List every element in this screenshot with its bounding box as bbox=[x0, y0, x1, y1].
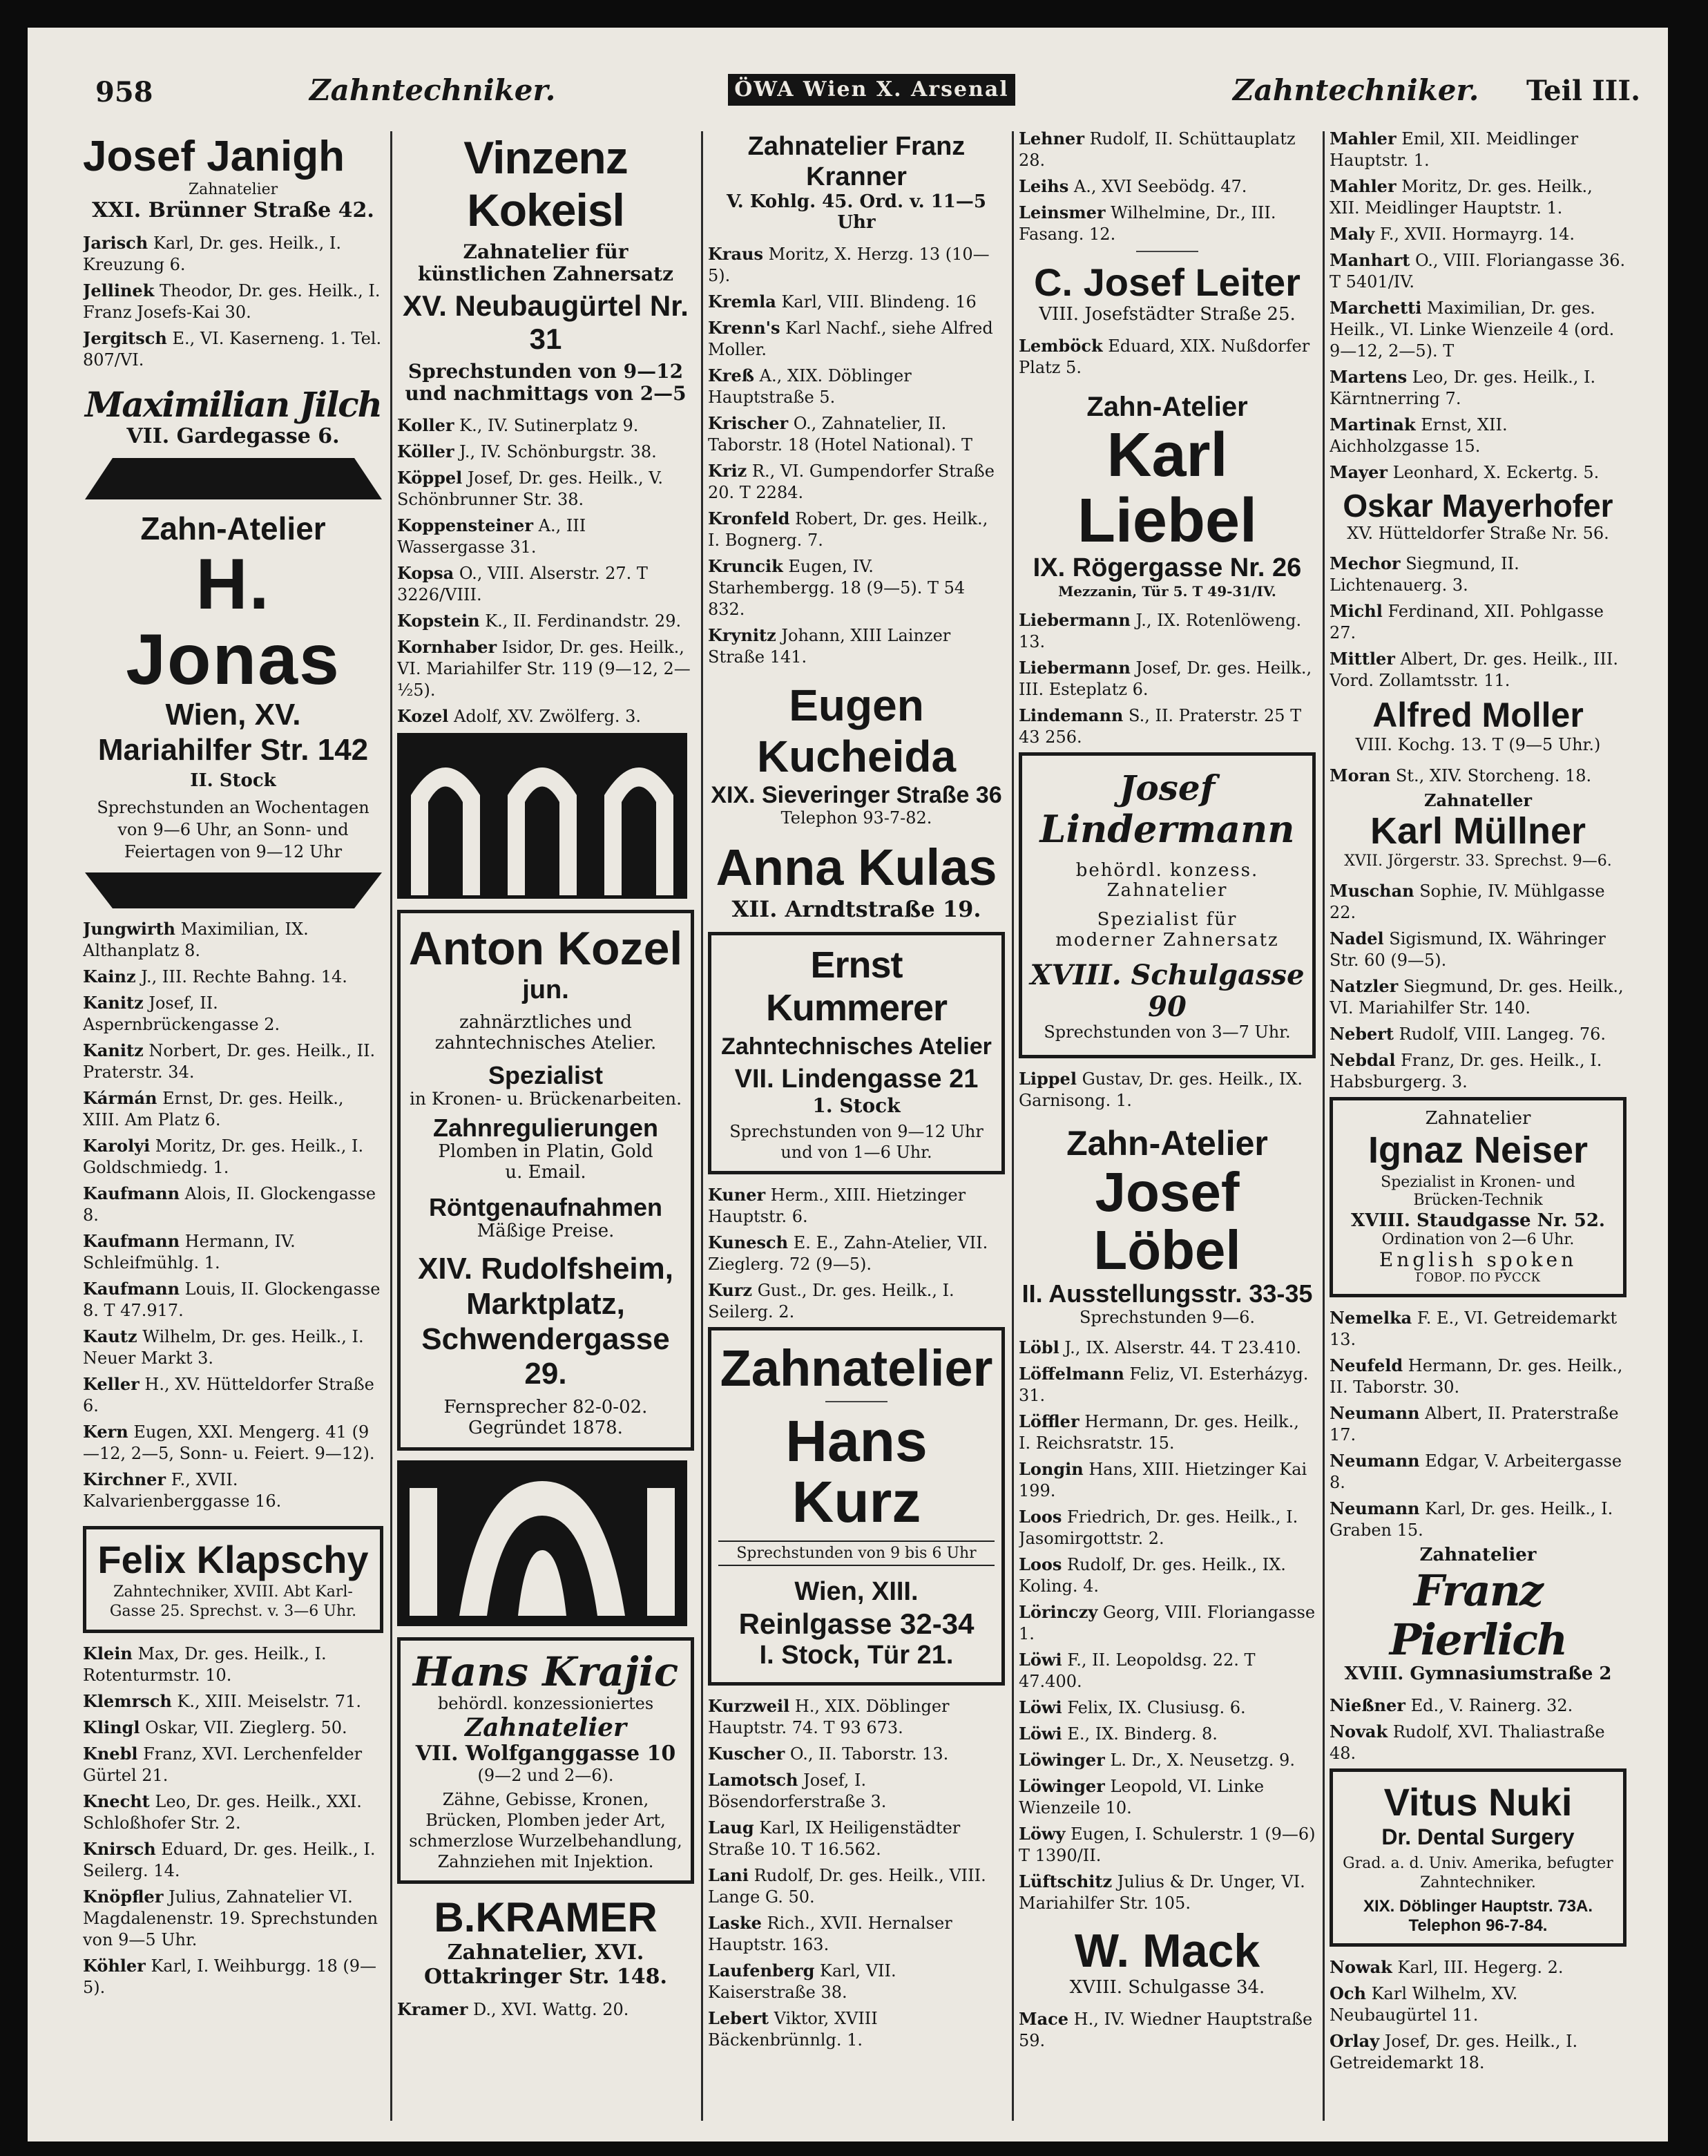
list-item: Kuner Herm., XIII. Hietzinger Hauptstr. 6. bbox=[708, 1185, 966, 1227]
list-item: Jergitsch E., VI. Kaserneng. 1. Tel. 807/VI. bbox=[83, 328, 382, 370]
ad-address: XIX. Sieveringer Straße 36 bbox=[711, 782, 1002, 809]
list-item: Löwinger Leopold, VI. Linke Wienzeile 10. bbox=[1019, 1776, 1265, 1818]
ad-name: Franz Pierlich bbox=[1389, 1565, 1567, 1665]
ad-name: Ignaz Neiser bbox=[1368, 1129, 1589, 1172]
list-item: Kanitz Norbert, Dr. ges. Heilk., II. Praterstr. 34. bbox=[83, 1040, 376, 1082]
list-item: Kriz R., VI. Gumpendorfer Straße 20. T 2284. bbox=[708, 461, 995, 503]
list-item: Kopstein K., II. Ferdinandstr. 29. bbox=[397, 611, 682, 631]
list-item: Koppensteiner A., III Wassergasse 31. bbox=[397, 515, 586, 557]
ad-subtitle-2: Zahnatelier bbox=[1106, 880, 1228, 901]
ad-phone: Telephon 96-7-84. bbox=[1408, 1916, 1548, 1935]
list-item: Karolyi Moritz, Dr. ges. Heilk., I. Goldschmiedg. 1. bbox=[83, 1136, 364, 1178]
column-1 bbox=[83, 128, 383, 2131]
ad-address: VII. Wolfganggasse 10 bbox=[415, 1742, 676, 1766]
ad-top-line: Zahnatelier bbox=[1419, 1544, 1537, 1565]
list-item: Keller H., XV. Hütteldorfer Straße 6. bbox=[83, 1374, 374, 1416]
ad-b-kramer bbox=[397, 1893, 694, 1989]
ad-name: Anton Kozel bbox=[408, 922, 683, 975]
ad-subtitle-1: behördl. konzessioniertes bbox=[437, 1694, 654, 1714]
ad-subline: Mezzanin, Tür 5. T 49-31/IV. bbox=[1058, 582, 1276, 600]
column-3 bbox=[708, 128, 1005, 2131]
list-item: Lamotsch Josef, I. Bösendorferstraße 3. bbox=[708, 1770, 887, 1812]
list-item: Jarisch Karl, Dr. ges. Heilk., I. Kreuzung 6. bbox=[83, 233, 342, 275]
list-item: Nemelka F. E., VI. Getreidemarkt 13. bbox=[1330, 1307, 1618, 1349]
ad-subtitle: Dr. Dental Surgery bbox=[1381, 1824, 1575, 1850]
list-item: Lehner Rudolf, II. Schüttauplatz 28. bbox=[1019, 128, 1296, 170]
library-stamp: ÖWA Wien X. Arsenal bbox=[728, 74, 1015, 106]
list-item: Neufeld Hermann, Dr. ges. Heilk., II. Taborstr. 30. bbox=[1330, 1355, 1623, 1397]
list-item: Kaufmann Alois, II. Glockengasse 8. bbox=[83, 1183, 376, 1225]
ad-first-name: Josef bbox=[1119, 767, 1216, 808]
ad-name: Vitus Nuki bbox=[1383, 1780, 1573, 1824]
ad-specialist: Spezialist bbox=[488, 1060, 604, 1089]
ad-hours: Sprechstunden von 9—12 Uhr und von 1—6 Uhr. bbox=[729, 1122, 983, 1163]
ad-eugen-kucheida bbox=[708, 680, 1005, 828]
ad-text: Zahnatelier, XVI. Ottakringer Str. 148. bbox=[424, 1940, 667, 1989]
ad-fillings: Plomben in Platin, Gold u. Email. bbox=[438, 1141, 653, 1183]
list-item: Liebermann Josef, Dr. ges. Heilk., III. Esteplatz 6. bbox=[1019, 657, 1312, 699]
ad-address: XXI. Brünner Straße 42. bbox=[92, 198, 374, 222]
ad-hours: Sprechstunden von 9 bis 6 Uhr bbox=[718, 1540, 995, 1566]
banner-ornament bbox=[85, 458, 382, 499]
ad-city: Wien, XIII. bbox=[794, 1577, 919, 1607]
list-item: Klingl Oskar, VII. Zieglerg. 50. bbox=[83, 1717, 347, 1737]
ad-karl-liebel bbox=[1019, 391, 1316, 600]
list-item: Koller K., IV. Sutinerplatz 9. bbox=[397, 415, 639, 436]
list-item: Nowak Karl, III. Hegerg. 2. bbox=[1330, 1957, 1564, 1978]
list-item: Löwinger L. Dr., X. Neusetzg. 9. bbox=[1019, 1750, 1295, 1771]
ad-subtitle: Spezialist in Kronen- und Brücken-Technik bbox=[1381, 1173, 1575, 1209]
ad-name: W. Mack bbox=[1074, 1925, 1260, 1978]
ad-name: Josef Löbel bbox=[1093, 1161, 1241, 1281]
column-rule bbox=[390, 131, 392, 2121]
list-item: Kopsa O., VIII. Alserstr. 27. T 3226/VIII. bbox=[397, 563, 648, 605]
list-item: Neumann Albert, II. Praterstraße 17. bbox=[1330, 1402, 1619, 1444]
art-nouveau-ornament bbox=[397, 733, 687, 899]
list-item: Kreß A., XIX. Döblinger Hauptstraße 5. bbox=[708, 365, 912, 408]
ad-ernst-kummerer bbox=[708, 932, 1005, 1174]
list-item: Laske Rich., XVII. Hernalser Hauptstr. 163. bbox=[708, 1913, 952, 1955]
ad-xray: Röntgenaufnahmen bbox=[429, 1193, 662, 1222]
list-item: Michl Ferdinand, XII. Pohlgasse 27. bbox=[1330, 601, 1604, 643]
list-item: Lebert Viktor, XVIII Bäckenbrünnlg. 1. bbox=[708, 2008, 878, 2050]
ad-address: XVIII. Staudgasse Nr. 52. bbox=[1351, 1210, 1605, 1231]
list-item: Neumann Edgar, V. Arbeitergasse 8. bbox=[1330, 1450, 1622, 1492]
list-item: Mace H., IV. Wiedner Hauptstraße 59. bbox=[1019, 2009, 1313, 2051]
right-running-title: Zahntechniker. bbox=[1233, 73, 1479, 107]
list-item: Köhler Karl, I. Weihburgg. 18 (9—5). bbox=[83, 1955, 376, 1997]
ad-address: VII. Gardegasse 6. bbox=[126, 423, 340, 448]
list-item: Muschan Sophie, IV. Mühlgasse 22. bbox=[1330, 880, 1605, 922]
list-item: Köppel Josef, Dr. ges. Heilk., V. Schönbrunner Str. 38. bbox=[397, 468, 663, 510]
ad-name: Karl Müllner bbox=[1370, 810, 1586, 852]
list-item: Loos Rudolf, Dr. ges. Heilk., IX. Koling. 4. bbox=[1019, 1554, 1286, 1596]
ad-name: Ernst Kummerer bbox=[765, 944, 948, 1029]
list-item: Lemböck Eduard, XIX. Nußdorfer Platz 5. bbox=[1019, 336, 1310, 378]
ad-name: Vinzenz Kokeisl bbox=[463, 132, 628, 236]
list-item: Kainz J., III. Rechte Bahng. 14. bbox=[83, 966, 347, 987]
list-item: Krischer O., Zahnatelier, II. Taborstr. 18 (Hotel National). T bbox=[708, 413, 973, 455]
column-2 bbox=[397, 128, 694, 2131]
list-item: Knirsch Eduard, Dr. ges. Heilk., I. Seilerg. 14. bbox=[83, 1838, 376, 1880]
ad-subtitle: Zahntechnisches Atelier bbox=[721, 1033, 992, 1060]
list-item: Mayer Leonhard, X. Eckertg. 5. bbox=[1330, 462, 1600, 482]
list-item: Manhart O., VIII. Floriangasse 36. T 5401/IV. bbox=[1330, 250, 1626, 292]
list-item: Neumann Karl, Dr. ges. Heilk., I. Graben 15. bbox=[1330, 1498, 1613, 1540]
ad-text: Zahntechniker, XVIII. Abt Karl-Gasse 25. Sprechst. v. 3—6 Uhr. bbox=[109, 1583, 357, 1620]
ad-floor: II. Stock bbox=[190, 770, 276, 791]
list-item: Och Karl Wilhelm, XV. Neubaugürtel 11. bbox=[1330, 1983, 1518, 2025]
ad-subtitle-1: behördl. konzess. bbox=[1075, 859, 1259, 881]
ad-phone: Fernsprecher 82-0-02. bbox=[443, 1396, 648, 1418]
ad-address: VIII. Kochg. 13. T (9—5 Uhr.) bbox=[1355, 734, 1601, 754]
list-item: Maly F., XVII. Hormayrg. 14. bbox=[1330, 224, 1575, 244]
ad-name: Josef Janigh bbox=[83, 133, 345, 180]
list-item: Kuscher O., II. Taborstr. 13. bbox=[708, 1744, 949, 1764]
ad-top-line: Zahnateller bbox=[1423, 790, 1533, 810]
ad-anton-kozel bbox=[397, 910, 694, 1450]
list-item: Klein Max, Dr. ges. Heilk., I. Rotenturmstr. 10. bbox=[83, 1643, 327, 1685]
ad-english: English spoken bbox=[1379, 1248, 1577, 1271]
ad-franz-pierlich bbox=[1330, 1545, 1627, 1685]
list-item: Krenn's Karl Nachf., siehe Alfred Moller. bbox=[708, 318, 993, 360]
art-nouveau-ornament bbox=[397, 1460, 687, 1626]
ad-top-line: Zahn-Atelier bbox=[1086, 392, 1248, 423]
banner-ornament bbox=[85, 872, 382, 908]
ad-subtitle: Zahnatelier bbox=[188, 181, 278, 199]
list-item: Knecht Leo, Dr. ges. Heilk., XXI. Schloßhofer Str. 2. bbox=[83, 1791, 362, 1833]
list-item: Löwi F., II. Leopoldsg. 22. T 47.400. bbox=[1019, 1650, 1256, 1692]
list-item: Löbl J., IX. Alserstr. 44. T 23.410. bbox=[1019, 1337, 1301, 1358]
list-item: Liebermann J., IX. Rotenlöweng. 13. bbox=[1019, 609, 1302, 651]
ad-subtitle-2: Zahnatelier bbox=[464, 1713, 627, 1742]
ad-text: Zähne, Gebisse, Kronen, Brücken, Plomben jeder Art, schmerzlose Wurzelbehandlung, Zahnziehen mit Injektion. bbox=[409, 1790, 682, 1872]
list-item: Lani Rudolf, Dr. ges. Heilk., VIII. Lange G. 50. bbox=[708, 1865, 986, 1907]
list-item: Jellinek Theodor, Dr. ges. Heilk., I. Franz Josefs-Kai 30. bbox=[83, 280, 381, 323]
ad-maximilian-jilch bbox=[83, 385, 383, 448]
list-item: Nebert Rudolf, VIII. Langeg. 76. bbox=[1330, 1023, 1606, 1044]
list-item: Löwy Eugen, I. Schulerstr. 1 (9—6) T 1390/II. bbox=[1019, 1824, 1316, 1866]
list-item: Natzler Siegmund, Dr. ges. Heilk., VI. Mariahilfer Str. 140. bbox=[1330, 975, 1624, 1018]
list-item: Kornhaber Isidor, Dr. ges. Heilk., VI. Mariahilfer Str. 119 (9—12, 2—½5). bbox=[397, 637, 691, 700]
list-item: Knebl Franz, XVI. Lerchenfelder Gürtel 21. bbox=[83, 1743, 363, 1785]
list-item: Martinak Ernst, XII. Aichholzgasse 15. bbox=[1330, 414, 1508, 456]
ad-name: Hans Krajic bbox=[412, 1648, 679, 1695]
list-item: Longin Hans, XIII. Hietzinger Kai 199. bbox=[1019, 1459, 1307, 1501]
list-item: Löwi E., IX. Binderg. 8. bbox=[1019, 1724, 1218, 1744]
ad-c-josef-leiter bbox=[1019, 260, 1316, 325]
ad-russian: ГОВОР. ПО РУССК bbox=[1415, 1270, 1541, 1285]
column-4 bbox=[1019, 128, 1316, 2131]
ad-top-line: Zahn-Atelier bbox=[140, 511, 326, 547]
ad-address: XII. Arndtstraße 19. bbox=[731, 896, 981, 923]
ad-josef-janigh bbox=[83, 132, 383, 222]
list-item: Kronfeld Robert, Dr. ges. Heilk., I. Bognerg. 7. bbox=[708, 508, 988, 551]
ad-hours: Sprechstunden von 3—7 Uhr. bbox=[1044, 1022, 1291, 1042]
page-header bbox=[28, 64, 1668, 119]
list-item: Klemrsch K., XIII. Meiselstr. 71. bbox=[83, 1690, 361, 1711]
ad-name-line-2: Hans Kurz bbox=[785, 1408, 928, 1534]
ad-address: VII. Lindengasse 21 bbox=[734, 1065, 979, 1094]
list-item: Mahler Emil, XII. Meidlinger Hauptstr. 1. bbox=[1330, 128, 1579, 170]
ad-hours: Ordination von 2—6 Uhr. bbox=[1381, 1231, 1575, 1249]
ad-city: Wien, XV. bbox=[165, 698, 301, 732]
ad-address-line-2: Marktplatz, bbox=[466, 1286, 625, 1321]
ad-address: V. Kohlg. 45. Ord. v. 11—5 Uhr bbox=[727, 191, 986, 233]
list-item: Laufenberg Karl, VII. Kaiserstraße 38. bbox=[708, 1961, 896, 2003]
list-item: Martens Leo, Dr. ges. Heilk., I. Kärntnerring 7. bbox=[1330, 367, 1596, 408]
divider bbox=[825, 1401, 887, 1402]
list-item: Nebdal Franz, Dr. ges. Heilk., I. Habsburgerg. 3. bbox=[1330, 1049, 1602, 1091]
list-item: Marchetti Maximilian, Dr. ges. Heilk., VI. Linke Wienzeile 4 (ord. 9—12, 2—5). T bbox=[1330, 298, 1615, 361]
ad-text: Grad. a. d. Univ. Amerika, befugter Zahntechniker. bbox=[1343, 1855, 1613, 1892]
list-item: Lüftschitz Julius & Dr. Unger, VI. Mariahilfer Str. 105. bbox=[1019, 1871, 1305, 1914]
ad-prices: Mäßige Preise. bbox=[477, 1221, 615, 1242]
list-item: Löwi Felix, IX. Clusiusg. 6. bbox=[1019, 1697, 1246, 1718]
ad-address: XIX. Döblinger Hauptstr. 73A. bbox=[1363, 1897, 1593, 1916]
list-item: Nießner Ed., V. Rainerg. 32. bbox=[1330, 1695, 1573, 1715]
ad-ignaz-neiser bbox=[1330, 1097, 1627, 1297]
ad-josef-lindermann bbox=[1019, 752, 1316, 1058]
list-item: Kozel Adolf, XV. Zwölferg. 3. bbox=[397, 706, 642, 727]
list-item: Orlay Josef, Dr. ges. Heilk., I. Getreidemarkt 18. bbox=[1330, 2031, 1578, 2073]
ad-name: Karl Liebel bbox=[1077, 421, 1258, 555]
ad-anna-kulas bbox=[708, 838, 1005, 922]
ad-name: Lindermann bbox=[1039, 807, 1295, 852]
ad-address-line-1: XIV. Rudolfsheim, bbox=[417, 1252, 673, 1286]
list-item: Kunesch E. E., Zahn-Atelier, VII. Zieglerg. 72 (9—5). bbox=[708, 1232, 988, 1275]
directory-page bbox=[28, 28, 1668, 2141]
list-item: Leihs A., XVI Seebödg. 47. bbox=[1019, 176, 1247, 196]
ad-address: XVIII. Schulgasse 34. bbox=[1069, 1977, 1265, 1998]
list-item: Krynitz Johann, XIII Lainzer Straße 141. bbox=[708, 625, 951, 667]
ad-hours: Sprechstunden an Wochentagen von 9—6 Uhr, an Sonn- und Feiertagen von 9—12 Uhr bbox=[97, 798, 370, 862]
list-item: Novak Rudolf, XVI. Thaliastraße 48. bbox=[1330, 1721, 1605, 1763]
ad-name: Anna Kulas bbox=[716, 839, 997, 897]
ad-name: Eugen Kucheida bbox=[756, 680, 957, 781]
ad-subtitle: zahnärztliches und zahntechnisches Atelier. bbox=[434, 1012, 657, 1053]
ad-vitus-nuki bbox=[1330, 1768, 1627, 1947]
ad-oskar-mayerhofer bbox=[1330, 488, 1627, 543]
ad-name: Maximilian Jilch bbox=[84, 384, 382, 426]
ad-floor: I. Stock, Tür 21. bbox=[759, 1641, 954, 1670]
list-item: Kramer D., XVI. Wattg. 20. bbox=[397, 1999, 629, 2020]
ad-top-line: Zahnatelier bbox=[1425, 1107, 1531, 1129]
list-item: Laug Karl, IX Heiligenstädter Straße 10. T 16.562. bbox=[708, 1818, 961, 1860]
page-number: 958 bbox=[95, 76, 153, 108]
ad-alfred-moller bbox=[1330, 696, 1627, 754]
list-item: Lippel Gustav, Dr. ges. Heilk., IX. Garnisong. 1. bbox=[1019, 1068, 1303, 1110]
list-item: Kraus Moritz, X. Herzg. 13 (10—5). bbox=[708, 244, 990, 286]
list-item: Loos Friedrich, Dr. ges. Heilk., I. Jasomirgottstr. 2. bbox=[1019, 1507, 1298, 1549]
ad-address: XV. Neubaugürtel Nr. 31 bbox=[403, 289, 689, 356]
ad-address: VIII. Josefstädter Straße 25. bbox=[1039, 304, 1296, 325]
ad-specialist-text: in Kronen- u. Brückenarbeiten. bbox=[409, 1089, 682, 1109]
part-label: Teil III. bbox=[1526, 75, 1640, 107]
ad-address: XV. Hütteldorfer Straße Nr. 56. bbox=[1347, 523, 1609, 543]
ad-subtitle: Zahnatelier für künstlichen Zahnersatz bbox=[417, 240, 673, 285]
list-item: Kaufmann Louis, II. Glockengasse 8. T 47.917. bbox=[83, 1279, 381, 1321]
ad-name: Oskar Mayerhofer bbox=[1343, 488, 1613, 524]
list-item: Kármán Ernst, Dr. ges. Heilk., XIII. Am Platz 6. bbox=[83, 1088, 344, 1130]
ad-address: IX. Rögergasse Nr. 26 bbox=[1033, 553, 1302, 583]
list-item: Kurz Gust., Dr. ges. Heilk., I. Seilerg. 2. bbox=[708, 1280, 954, 1322]
ad-address: II. Ausstellungsstr. 33-35 bbox=[1021, 1279, 1313, 1308]
ad-name: Felix Klapschy bbox=[97, 1538, 369, 1582]
ad-franz-kranner bbox=[708, 132, 1005, 233]
ad-street: Mariahilfer Str. 142 bbox=[97, 732, 369, 767]
list-item: Mahler Moritz, Dr. ges. Heilk., XII. Meidlinger Hauptstr. 1. bbox=[1330, 176, 1593, 218]
column-rule bbox=[1323, 131, 1325, 2121]
list-item: Kern Eugen, XXI. Mengerg. 41 (9—12, 2—5, Sonn- u. Feiert. 9—12). bbox=[83, 1422, 375, 1464]
list-item: Löffelmann Feliz, VI. Esterházyg. 31. bbox=[1019, 1364, 1309, 1406]
list-item: Knöpfler Julius, Zahnatelier VI. Magdalenenstr. 19. Sprechstunden von 9—5 Uhr. bbox=[83, 1886, 378, 1949]
list-item: Kremla Karl, VIII. Blindeng. 16 bbox=[708, 292, 977, 312]
list-item: Mittler Albert, Dr. ges. Heilk., III. Vord. Zollamtsstr. 11. bbox=[1330, 649, 1618, 691]
list-item: Mechor Siegmund, II. Lichtenauerg. 3. bbox=[1330, 553, 1519, 595]
ad-floor: 1. Stock bbox=[812, 1094, 901, 1117]
ad-josef-loebel bbox=[1019, 1124, 1316, 1327]
ad-founded: Gegründet 1878. bbox=[468, 1417, 623, 1438]
ad-karl-muellner bbox=[1330, 791, 1627, 870]
list-item: Nadel Sigismund, IX. Währinger Str. 60 (9—5). bbox=[1330, 928, 1606, 970]
ad-hours: (9—2 und 2—6). bbox=[477, 1765, 614, 1785]
ad-hans-krajic bbox=[397, 1637, 694, 1885]
list-item: Lörinczy Georg, VIII. Floriangasse 1. bbox=[1019, 1602, 1316, 1644]
ad-top-line: Zahn-Atelier bbox=[1066, 1123, 1268, 1163]
ad-address-line-3: Schwendergasse 29. bbox=[421, 1322, 670, 1391]
list-item: Kruncik Eugen, IV. Starhembergg. 18 (9—5). T 54 832. bbox=[708, 556, 966, 620]
ad-phone: Telephon 93-7-82. bbox=[780, 808, 932, 828]
ad-name: B.KRAMER bbox=[434, 1894, 658, 1941]
ad-hours: Sprechstunden 9—6. bbox=[1079, 1307, 1256, 1327]
list-item: Moran St., XIV. Storcheng. 18. bbox=[1330, 765, 1592, 785]
ad-hours: Sprechstunden von 9—12 und nachmittags von 2—5 bbox=[405, 359, 687, 405]
ad-jun: jun. bbox=[522, 975, 569, 1005]
ad-street: Reinlgasse 32-34 bbox=[738, 1608, 975, 1641]
ad-hans-kurz bbox=[708, 1327, 1005, 1686]
list-item: Kanitz Josef, II. Aspernbrückengasse 2. bbox=[83, 993, 280, 1035]
column-rule bbox=[1012, 131, 1014, 2121]
ad-vinzenz-kokeisl bbox=[397, 132, 694, 405]
ad-felix-klapschy bbox=[83, 1526, 383, 1632]
list-item: Kaufmann Hermann, IV. Schleifmühlg. 1. bbox=[83, 1231, 296, 1273]
ad-name: Zahnatelier Franz Kranner bbox=[747, 132, 966, 191]
ad-name: C. Josef Leiter bbox=[1034, 260, 1301, 304]
list-item: Kirchner F., XVII. Kalvarienberggasse 16. bbox=[83, 1469, 282, 1511]
ad-address: XVIII. Gymnasiumstraße 2 bbox=[1344, 1663, 1612, 1685]
list-item: Leinsmer Wilhelmine, Dr., III. Fasang. 12. bbox=[1019, 202, 1276, 244]
ad-h-jonas bbox=[83, 458, 383, 908]
list-item: Lindemann S., II. Praterstr. 25 T 43 256. bbox=[1019, 705, 1302, 747]
list-item: Kautz Wilhelm, Dr. ges. Heilk., I. Neuer Markt 3. bbox=[83, 1326, 364, 1368]
ad-name: H. Jonas bbox=[126, 544, 340, 700]
ad-w-mack bbox=[1019, 1924, 1316, 1998]
ad-regulation: Zahnregulierungen bbox=[432, 1113, 659, 1142]
column-5 bbox=[1330, 128, 1627, 2131]
ad-name-line-1: Zahnatelier bbox=[720, 1339, 993, 1397]
column-rule bbox=[701, 131, 703, 2121]
ad-name: Alfred Moller bbox=[1372, 696, 1584, 735]
ad-subtitle-3: Spezialist für moderner Zahnersatz bbox=[1055, 909, 1279, 951]
list-item: Kurzweil H., XIX. Döblinger Hauptstr. 74. T 93 673. bbox=[708, 1696, 950, 1738]
ad-address: XVII. Jörgerstr. 33. Sprechst. 9—6. bbox=[1344, 852, 1612, 870]
list-item: Köller J., IV. Schönburgstr. 38. bbox=[397, 441, 657, 462]
list-item: Jungwirth Maximilian, IX. Althanplatz 8. bbox=[83, 919, 309, 961]
list-item: Löffler Hermann, Dr. ges. Heilk., I. Reichsratstr. 15. bbox=[1019, 1411, 1299, 1453]
left-running-title: Zahntechniker. bbox=[309, 73, 556, 107]
ad-address: XVIII. Schulgasse 90 bbox=[1030, 959, 1305, 1024]
divider bbox=[1136, 251, 1198, 252]
